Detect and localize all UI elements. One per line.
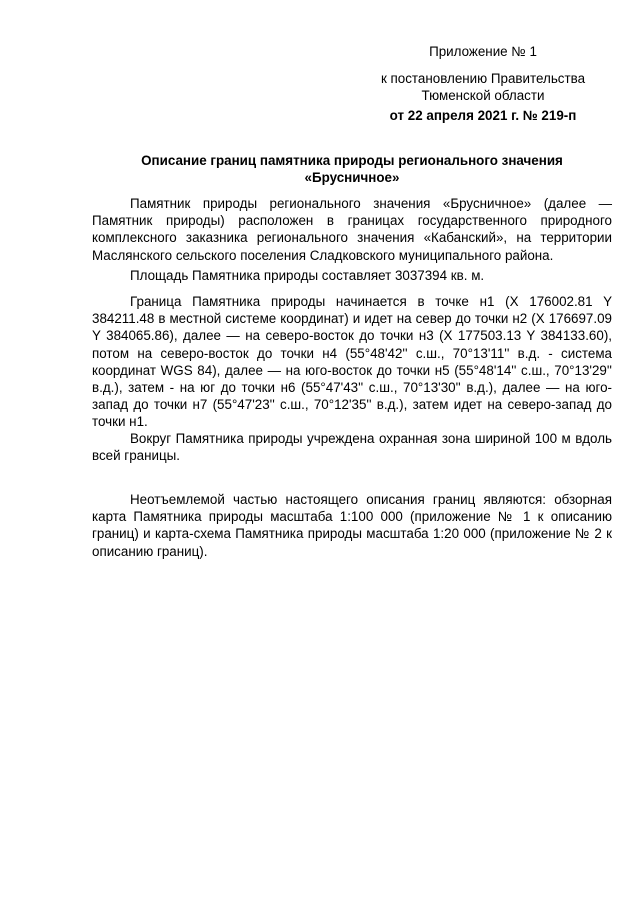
paragraph-annexes-block: [92, 491, 612, 560]
decree-date-block: [360, 107, 606, 124]
decree-line-2: Тюменской области: [421, 88, 545, 103]
document-title-line-2: «Брусничное»: [304, 170, 400, 185]
paragraph-location-block: [92, 195, 612, 264]
document-title: [92, 152, 612, 186]
appendix-number: [360, 43, 606, 60]
appendix-title: Приложение № 1: [429, 44, 537, 59]
decree-date: от 22 апреля 2021 г. № 219-п: [389, 108, 577, 123]
decree-reference: [360, 70, 606, 104]
paragraph-buffer-zone-block: [92, 430, 612, 464]
paragraph-location: Памятник природы регионального значения «Брусничное» (далее — Памятник природы) расположен в границах государственного природного комплексного заказника регионального значения «Кабанский», на территории Маслянского сельского поселения Сладковского муниципального района.: [92, 196, 612, 263]
decree-line-1: к постановлению Правительства: [380, 71, 586, 86]
paragraph-buffer-zone: Вокруг Памятника природы учреждена охранная зона шириной 100 м вдоль всей границы.: [92, 431, 612, 464]
paragraph-annexes: Неотъемлемой частью настоящего описания границ являются: обзорная карта Памятника природы масштаба 1:100 000 (приложение № 1 к описанию границ) и карта-схема Памятника природы масштаба 1:20 000 (приложение № 2 к описанию границ).: [92, 492, 612, 559]
paragraph-boundary: Граница Памятника природы начинается в точке н1 (X 176002.81 Y 384211.48 в местной системе координат) и идет на север до точки н2 (X 176697.09 Y 384065.86), далее — на северо-восток до точки н3 (X 177503.13 Y 384133.60), потом на северо-восток до точки н4 (55°48'42'' с.ш., 70°13'11'' в.д. - система координат WGS 84), далее — на юго-восток до точки н5 (55°48'14'' с.ш., 70°13'29'' в.д.), затем - на юг до точки н6 (55°47'43'' с.ш., 70°13'30'' в.д.), далее — на юго-запад до точки н7 (55°47'23'' с.ш., 70°12'35'' в.д.), затем идет на северо-запад до точки н1.: [92, 294, 612, 430]
paragraph-boundary-block: [92, 293, 612, 431]
document-title-line-1: Описание границ памятника природы регионального значения: [141, 153, 563, 168]
paragraph-area: Площадь Памятника природы составляет 3037394 кв. м.: [130, 268, 485, 283]
paragraph-area-block: [92, 267, 612, 284]
